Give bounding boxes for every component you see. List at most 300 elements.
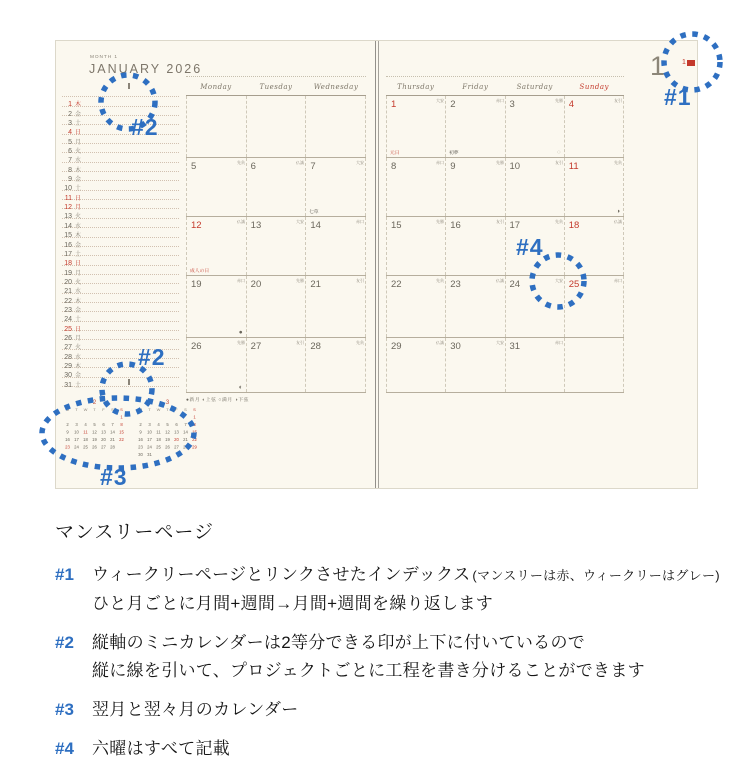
rokuyo-label: 大安 <box>554 278 563 283</box>
date-weekday: 木 <box>75 233 82 240</box>
date-row <box>62 107 179 116</box>
date-number: 24 <box>64 316 72 324</box>
day-number: 25 <box>568 279 580 290</box>
mini-day: 15 <box>119 429 124 435</box>
day-cell <box>386 96 446 157</box>
date-row <box>62 125 179 137</box>
mini-day: 30 <box>138 452 143 457</box>
day-number: 6 <box>250 161 256 172</box>
day-number: 22 <box>391 279 402 290</box>
mini-weekday: W <box>156 407 161 412</box>
date-weekday: 日 <box>75 261 82 268</box>
mini-day: 24 <box>147 444 152 450</box>
item-line-text: 六曜はすべて記載 <box>92 739 231 758</box>
day-cell <box>247 276 307 337</box>
page-title: JANUARY 2026 <box>89 62 203 76</box>
mini-day: 3 <box>75 422 78 427</box>
date-weekday: 金 <box>75 111 82 118</box>
date-weekday: 土 <box>75 317 82 324</box>
mini-day: 16 <box>138 437 143 442</box>
weekday-header: Sunday <box>579 83 609 91</box>
rokuyo-label: 大安 <box>296 219 305 224</box>
date-number: 12 <box>64 204 72 212</box>
date-row <box>62 135 179 144</box>
rokuyo-label: 大安 <box>356 160 365 165</box>
mini-day: 24 <box>74 444 79 450</box>
day-cell <box>565 158 624 216</box>
rokuyo-label: 先勝 <box>495 160 504 165</box>
date-number: 7 <box>68 157 72 165</box>
date-weekday: 金 <box>75 307 82 314</box>
item-line-text: 縦軸のミニカレンダーは2等分できる印が上下に付いているので <box>92 633 586 652</box>
day-number: 8 <box>391 161 397 172</box>
mini-day: 1 <box>120 414 123 420</box>
item-line-text: ひと月ごとに月間+週間→月間+週間を繰り返します <box>92 594 494 613</box>
date-number: 15 <box>64 232 72 240</box>
item-marker: #2 <box>55 633 74 652</box>
day-number: 23 <box>450 279 461 290</box>
mini-weekday: M <box>138 407 143 412</box>
mini-weekday-row <box>136 406 199 414</box>
date-number: 21 <box>64 288 72 296</box>
date-number: 30 <box>64 372 72 380</box>
mini-day: 12 <box>92 429 97 435</box>
item-marker: #4 <box>55 739 74 758</box>
mini-day: 28 <box>110 444 115 450</box>
mini-day <box>90 414 99 422</box>
week-row <box>386 338 624 393</box>
day-number: 2 <box>450 99 456 110</box>
mini-day: 2 <box>66 422 69 427</box>
week-row <box>186 158 366 217</box>
mini-day <box>81 414 90 422</box>
date-number: 2 <box>68 110 72 118</box>
mini-day: 11 <box>83 429 88 435</box>
mini-day: 27 <box>174 444 179 450</box>
day-cell <box>386 338 446 392</box>
mini-weekday: T <box>93 407 96 412</box>
mini-week-row <box>63 414 126 422</box>
date-weekday: 木 <box>75 167 82 174</box>
day-cell <box>446 96 505 157</box>
day-number: 9 <box>450 161 456 172</box>
day-cell <box>186 338 247 392</box>
day-cell <box>306 276 366 337</box>
mini-weekday: M <box>65 407 70 412</box>
mini-day <box>72 414 81 422</box>
mini-week-row <box>63 444 126 452</box>
mini-weekday: S <box>184 407 187 412</box>
week-row <box>386 158 624 217</box>
index-tab-mark <box>687 60 695 66</box>
day-cell <box>565 276 624 337</box>
grid-header-row <box>386 76 624 96</box>
day-cell <box>186 158 247 216</box>
date-number: 25 <box>64 325 72 333</box>
day-number: 28 <box>310 341 321 352</box>
item-line <box>92 657 727 685</box>
mini-day <box>163 451 172 459</box>
date-number: 22 <box>64 297 72 305</box>
mini-day: 20 <box>174 437 179 442</box>
mini-day: 10 <box>74 429 79 435</box>
date-row <box>62 163 179 172</box>
date-number: 18 <box>64 260 72 268</box>
item-text <box>92 629 727 685</box>
mini-day: 8 <box>193 422 196 427</box>
mini-week-row <box>136 429 199 437</box>
day-number: 18 <box>568 220 580 231</box>
day-number: 12 <box>191 220 202 231</box>
day-note: 元日 <box>390 150 400 156</box>
date-number: 16 <box>64 241 72 249</box>
mini-day <box>154 451 163 459</box>
rokuyo-label: 友引 <box>296 340 305 345</box>
weekday-header: Tuesday <box>259 83 293 91</box>
date-row <box>62 238 179 247</box>
mini-day: 18 <box>83 437 88 442</box>
day-note: 七草 <box>309 209 319 215</box>
day-cell <box>506 338 565 392</box>
mini-day: 18 <box>156 437 161 442</box>
item-line <box>92 696 727 724</box>
rokuyo-label: 赤口 <box>614 278 622 283</box>
day-number: 19 <box>191 279 202 290</box>
mini-week-row <box>136 444 199 452</box>
date-weekday: 日 <box>75 130 82 137</box>
date-weekday: 金 <box>75 177 82 184</box>
day-cell <box>446 217 505 275</box>
mini-day: 8 <box>120 422 123 427</box>
date-weekday: 火 <box>75 345 82 352</box>
mini-day <box>181 414 190 422</box>
mini-weekday: S <box>193 407 196 412</box>
week-row <box>186 338 366 393</box>
rokuyo-label: 赤口 <box>356 219 365 224</box>
day-number: 13 <box>250 220 262 231</box>
day-cell <box>306 96 366 157</box>
day-cell <box>446 338 505 392</box>
date-weekday: 金 <box>75 242 82 249</box>
mini-day: 4 <box>84 422 87 427</box>
day-cell <box>247 158 307 216</box>
mini-day: 23 <box>65 444 70 450</box>
date-weekday: 日 <box>75 326 82 333</box>
date-weekday: 月 <box>75 335 82 342</box>
day-cell <box>565 338 624 392</box>
mini-calendar <box>63 398 128 451</box>
item-line-note: (マンスリーは赤、ウィークリーはグレー) <box>472 568 720 583</box>
day-number: 17 <box>509 220 521 231</box>
item-text <box>92 735 727 763</box>
date-row <box>62 153 179 165</box>
rokuyo-label: 先負 <box>236 160 245 165</box>
mini-day <box>145 414 154 422</box>
day-cell <box>446 158 505 216</box>
day-number: 5 <box>191 161 197 172</box>
mini-day: 7 <box>111 422 114 427</box>
item-text <box>92 696 727 724</box>
date-weekday: 木 <box>75 363 82 370</box>
week-row <box>186 96 366 158</box>
rokuyo-label: 赤口 <box>554 340 563 345</box>
day-cell <box>386 217 446 275</box>
day-number: 10 <box>509 161 521 172</box>
mini-day <box>99 414 108 422</box>
date-row <box>62 219 179 228</box>
rokuyo-label: 赤口 <box>236 278 245 283</box>
date-weekday: 木 <box>75 102 82 109</box>
annotation-label-3: #3 <box>100 464 128 490</box>
weekday-header: Thursday <box>397 83 435 91</box>
mini-day: 4 <box>157 422 160 427</box>
date-number: 19 <box>64 269 72 277</box>
moon-phase-icon: ◑ <box>616 208 620 215</box>
date-weekday: 火 <box>75 214 82 221</box>
mini-day: 17 <box>147 437 152 442</box>
mini-week-row <box>136 451 199 459</box>
month-number: 1 <box>650 51 666 81</box>
mini-day <box>136 414 145 422</box>
explanation-section <box>55 517 727 774</box>
mini-day: 26 <box>92 444 97 450</box>
mini-day: 6 <box>102 422 105 427</box>
rokuyo-label: 仏滅 <box>236 219 245 224</box>
item-line-text: ウィークリーページとリンクさせたインデックス <box>92 565 471 584</box>
mini-day: 19 <box>165 437 170 442</box>
week-row <box>386 276 624 338</box>
date-weekday: 月 <box>75 205 82 212</box>
day-number: 21 <box>310 279 321 290</box>
mini-weekday: S <box>120 407 123 412</box>
day-number: 26 <box>191 341 202 352</box>
planner-spread <box>55 40 698 489</box>
explanation-item <box>55 561 727 618</box>
explanation-heading: マンスリーページ <box>55 522 215 543</box>
date-row <box>62 303 179 312</box>
rokuyo-label: 大安 <box>436 98 445 103</box>
weekday-header: Friday <box>462 83 489 91</box>
date-number: 8 <box>68 166 72 174</box>
mini-calendar-month: 3 <box>165 398 170 406</box>
mini-weekday: F <box>175 407 178 412</box>
mini-day: 25 <box>156 444 161 450</box>
item-line <box>92 590 727 618</box>
date-row <box>62 266 179 275</box>
rokuyo-label: 赤口 <box>495 98 504 103</box>
day-cell <box>306 338 366 392</box>
day-cell <box>386 158 446 216</box>
explanation-item <box>55 629 727 685</box>
mini-week-row <box>136 436 199 444</box>
mini-day <box>172 451 181 459</box>
mini-week-row <box>63 429 126 437</box>
date-row <box>62 275 179 284</box>
mini-day: 2 <box>139 422 142 427</box>
rokuyo-label: 先負 <box>614 160 622 165</box>
mini-day <box>154 414 163 422</box>
week-row <box>186 217 366 276</box>
day-cell <box>386 276 446 337</box>
rokuyo-label: 先勝 <box>554 98 563 103</box>
day-cell <box>506 276 565 337</box>
date-weekday: 土 <box>75 382 82 389</box>
mini-day <box>63 414 72 422</box>
day-number: 30 <box>450 341 461 352</box>
day-cell <box>306 217 366 275</box>
explanation-item <box>55 735 727 763</box>
date-number: 26 <box>64 334 72 342</box>
mini-weekday: S <box>111 407 114 412</box>
date-number: 9 <box>68 176 72 184</box>
mini-day: 31 <box>147 452 152 457</box>
mini-day: 5 <box>166 422 169 427</box>
mini-day: 10 <box>147 429 152 435</box>
mini-day: 28 <box>183 444 188 450</box>
date-number: 6 <box>68 148 72 156</box>
date-row <box>62 322 179 331</box>
day-cell <box>446 276 505 337</box>
day-cell <box>186 276 247 337</box>
mini-day: 22 <box>192 437 197 442</box>
mini-calendar <box>136 398 201 459</box>
week-row <box>386 217 624 276</box>
rokuyo-label: 仏滅 <box>296 160 305 165</box>
date-weekday: 水 <box>75 158 82 165</box>
mini-weekday: T <box>148 407 151 412</box>
mini-day: 22 <box>119 437 124 442</box>
mini-weekday: T <box>166 407 169 412</box>
date-weekday: 月 <box>75 139 82 146</box>
mini-day: 3 <box>148 422 151 427</box>
date-weekday: 土 <box>75 251 82 258</box>
day-number: 31 <box>509 341 521 352</box>
mini-week-row <box>63 421 126 429</box>
date-weekday: 日 <box>75 195 82 202</box>
day-number: 24 <box>509 279 521 290</box>
date-row <box>62 247 179 256</box>
rokuyo-label: 先負 <box>554 219 563 224</box>
week-row <box>386 96 624 158</box>
date-number: 20 <box>64 278 72 286</box>
rokuyo-label: 仏滅 <box>436 340 445 345</box>
rokuyo-label: 先勝 <box>436 219 445 224</box>
rokuyo-label: 友引 <box>356 278 365 283</box>
weekday-header: Wednesday <box>313 83 359 91</box>
date-number: 23 <box>64 306 72 314</box>
date-weekday: 水 <box>75 289 82 296</box>
mini-day: 16 <box>65 437 70 442</box>
week-row <box>186 276 366 338</box>
mini-week-row <box>136 414 199 422</box>
mini-day <box>163 414 172 422</box>
day-number: 11 <box>568 161 579 172</box>
mini-day: 14 <box>110 429 115 435</box>
item-line <box>92 561 727 590</box>
day-cell <box>565 96 624 157</box>
date-number: 27 <box>64 344 72 352</box>
day-cell <box>306 158 366 216</box>
mini-day: 21 <box>110 437 115 442</box>
day-cell <box>247 338 307 392</box>
date-row <box>62 181 179 193</box>
mini-weekday: W <box>83 407 88 412</box>
date-weekday: 土 <box>75 121 82 128</box>
date-weekday: 月 <box>75 270 82 277</box>
mini-day: 9 <box>139 429 142 435</box>
date-row <box>62 294 179 303</box>
date-row <box>62 284 179 296</box>
day-number: 27 <box>250 341 262 352</box>
weekday-header: Saturday <box>516 83 553 91</box>
item-line <box>92 735 727 763</box>
half-divider-tick-bottom <box>128 379 130 385</box>
day-cell <box>186 96 247 157</box>
rokuyo-label: 友引 <box>614 98 622 103</box>
rokuyo-label: 先勝 <box>296 278 305 283</box>
date-row <box>62 172 179 184</box>
date-weekday: 木 <box>75 298 82 305</box>
mini-day: 20 <box>101 437 106 442</box>
left-month-grid <box>186 76 366 393</box>
annotation-label-4: #4 <box>516 234 544 260</box>
rokuyo-label: 友引 <box>495 219 504 224</box>
annotation-label-2-top: #2 <box>131 114 159 140</box>
weekday-header: Monday <box>200 83 232 91</box>
mini-day: 12 <box>165 429 170 435</box>
date-row <box>62 200 179 212</box>
rokuyo-label: 先負 <box>356 340 365 345</box>
date-number: 13 <box>64 213 72 221</box>
rokuyo-label: 友引 <box>554 160 563 165</box>
date-number: 17 <box>64 250 72 258</box>
mini-day <box>181 451 190 459</box>
rokuyo-label: 大安 <box>495 340 504 345</box>
day-cell <box>506 158 565 216</box>
mini-day: 6 <box>175 422 178 427</box>
mini-day: 15 <box>192 429 197 435</box>
mini-day: 13 <box>101 429 106 435</box>
day-number: 29 <box>391 341 402 352</box>
date-row <box>62 331 179 340</box>
date-row-lead <box>62 88 179 97</box>
day-note: 初夢 <box>449 150 459 156</box>
day-cell <box>247 217 307 275</box>
moon-phase-icon: ○ <box>556 149 561 156</box>
date-weekday: 金 <box>75 373 82 380</box>
mini-day: 29 <box>192 444 197 450</box>
date-number: 3 <box>68 120 72 128</box>
date-weekday: 火 <box>75 279 82 286</box>
day-cell <box>506 96 565 157</box>
mini-day: 9 <box>66 429 69 435</box>
date-number: 10 <box>64 185 72 193</box>
date-row <box>62 312 179 324</box>
moon-phase-icon: ◐ <box>238 384 243 391</box>
date-row <box>62 378 179 387</box>
date-number: 4 <box>68 129 72 137</box>
mini-day: 23 <box>138 444 143 450</box>
date-row <box>62 191 179 200</box>
date-row <box>62 228 179 240</box>
item-text <box>92 561 727 618</box>
mini-day: 19 <box>92 437 97 442</box>
date-row <box>62 116 179 128</box>
rokuyo-label: 仏滅 <box>495 278 504 283</box>
day-number: 20 <box>250 279 262 290</box>
day-cell <box>186 217 247 275</box>
mini-day: 5 <box>93 422 96 427</box>
